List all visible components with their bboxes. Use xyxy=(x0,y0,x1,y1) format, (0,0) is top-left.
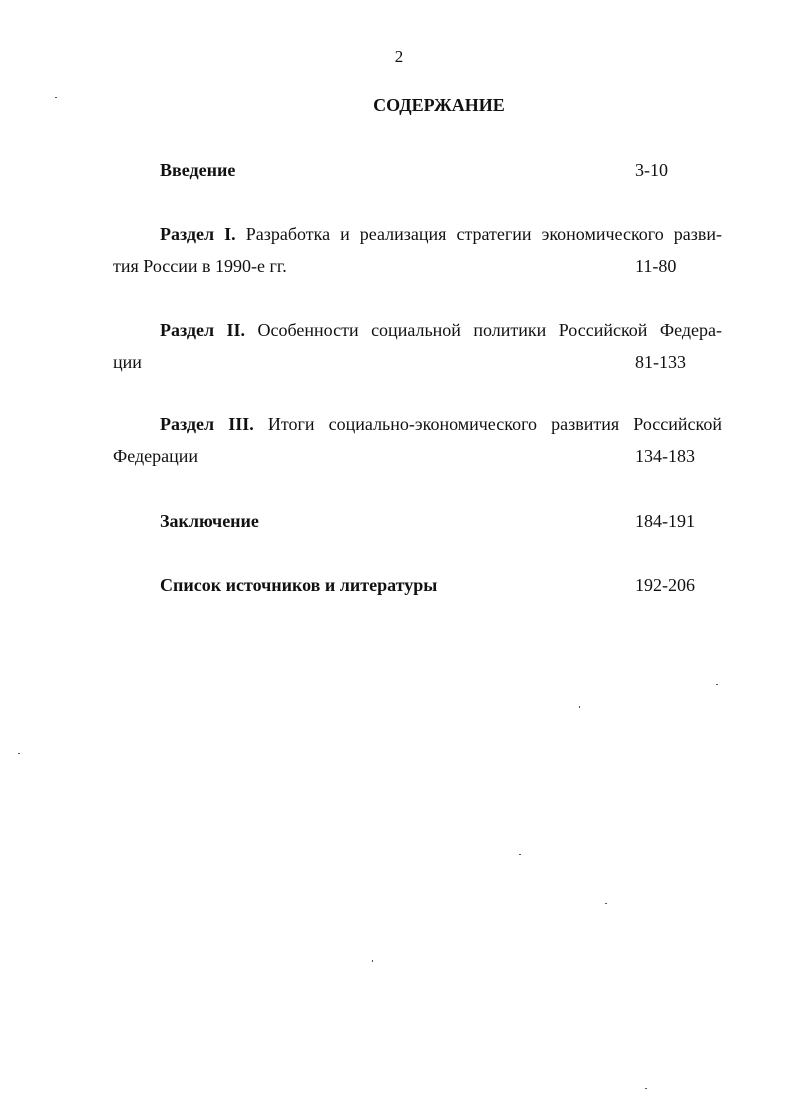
scan-speck xyxy=(579,706,580,708)
toc-entry-text-continued: ции xyxy=(113,352,142,372)
toc-entry-label: Список источников и литературы xyxy=(160,575,438,595)
toc-entry-text: Итоги социально-экономического развития Российской xyxy=(267,414,722,434)
scan-speck xyxy=(18,753,20,754)
toc-entry-pages: 3-10 xyxy=(635,160,668,180)
toc-entry-text: Разработка и реализация стратегии экономического разви- xyxy=(245,224,723,244)
toc-entry-label: Раздел II. xyxy=(160,320,246,340)
toc-entry-label: Заключение xyxy=(160,511,259,531)
page-number: 2 xyxy=(394,47,404,66)
scan-speck xyxy=(372,960,373,962)
scan-speck xyxy=(55,97,57,98)
toc-entry-label: Раздел III. xyxy=(160,414,254,434)
toc-entry-text-continued: тия России в 1990-е гг. xyxy=(113,256,287,276)
toc-entry-pages: 11-80 xyxy=(635,256,677,276)
toc-entry-pages: 134-183 xyxy=(635,446,695,466)
toc-title: СОДЕРЖАНИЕ xyxy=(373,95,505,115)
scan-speck xyxy=(645,1088,647,1089)
toc-entry-first-line xyxy=(160,318,722,342)
scan-speck xyxy=(519,854,521,855)
toc-entry-text: Особенности социальной политики Российской Федера- xyxy=(257,320,722,340)
toc-entry-first-line xyxy=(160,222,722,246)
toc-entry-text-continued: Федерации xyxy=(113,446,199,466)
toc-entry-pages: 192-206 xyxy=(635,575,695,595)
scan-speck xyxy=(605,903,607,904)
toc-entry-label: Введение xyxy=(160,160,236,180)
toc-entry-first-line xyxy=(160,412,722,436)
scan-speck xyxy=(716,684,718,685)
toc-entry-pages: 184-191 xyxy=(635,511,695,531)
toc-entry-pages: 81-133 xyxy=(635,352,686,372)
toc-entry-label: Раздел I. xyxy=(160,224,236,244)
